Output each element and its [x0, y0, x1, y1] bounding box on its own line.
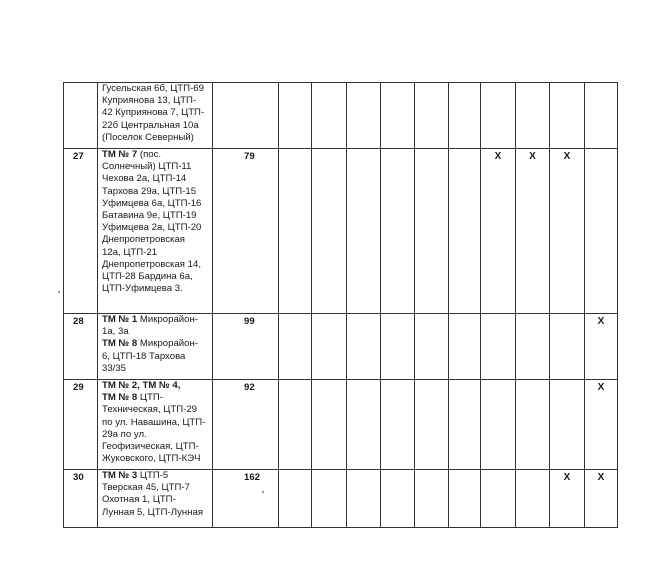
- empty-cell: [481, 314, 516, 380]
- address-text: 29а по ул.: [102, 428, 147, 440]
- row-number: [64, 83, 98, 149]
- description-line: [102, 259, 210, 271]
- empty-cell: [449, 470, 481, 528]
- description-line: [102, 83, 210, 95]
- description-line: [102, 338, 210, 350]
- network-label: ТМ № 7: [102, 149, 138, 160]
- address-text: ЦТП-: [137, 392, 163, 404]
- empty-cell: [312, 83, 347, 149]
- description-line: [102, 380, 210, 392]
- table-row: [64, 149, 618, 314]
- address-text: ЦТП-5: [137, 470, 169, 481]
- empty-cell: [279, 149, 312, 314]
- description-line: [102, 417, 210, 429]
- empty-cell: [415, 470, 449, 528]
- address-text: ЦТП-28 Бардина 6а,: [102, 271, 193, 283]
- table-row: [64, 380, 618, 470]
- network-label: ТМ № 1: [102, 314, 138, 325]
- row-description: [98, 470, 213, 528]
- address-text: Батавина 9е, ЦТП-19: [102, 210, 197, 222]
- table-row: [64, 83, 618, 149]
- description-line: [102, 132, 210, 144]
- address-text: Техническая, ЦТП-29: [102, 404, 198, 416]
- description-line: [102, 482, 210, 494]
- empty-cell: [312, 380, 347, 470]
- row-value: 162: [213, 470, 279, 528]
- address-text: Куприянова 13, ЦТП-: [102, 95, 197, 107]
- address-text: Тархова 29а, ЦТП-15: [102, 185, 197, 197]
- address-text: Лунная 5, ЦТП-Лунная: [102, 506, 204, 518]
- row-number: 28: [64, 314, 98, 380]
- description-line: [102, 107, 210, 119]
- x-mark-cell: X: [585, 470, 618, 528]
- address-text: по ул. Навашина, ЦТП-: [102, 416, 206, 428]
- description-line: [102, 186, 210, 198]
- address-text: Тверская 45, ЦТП-7: [102, 482, 190, 494]
- row-number: 29: [64, 380, 98, 470]
- address-text: Жуковского, ЦТП-КЭЧ: [102, 453, 201, 465]
- description-line: [102, 95, 210, 107]
- address-text: ЦТП-Уфимцева 3.: [102, 283, 183, 295]
- description-line: [102, 392, 210, 404]
- address-text: Микрорайон-: [137, 314, 198, 325]
- x-mark-cell: X: [481, 149, 516, 314]
- empty-cell: [415, 380, 449, 470]
- row-value: 99: [213, 314, 279, 380]
- empty-cell: [449, 149, 481, 314]
- empty-cell: [449, 380, 481, 470]
- table-row: [64, 470, 618, 528]
- network-label: ТМ № 8: [102, 338, 138, 350]
- description-line: [102, 120, 210, 132]
- x-mark-cell: X: [550, 470, 585, 528]
- empty-cell: [279, 83, 312, 149]
- empty-cell: [347, 314, 381, 380]
- empty-cell: [481, 83, 516, 149]
- description-line: [102, 507, 210, 519]
- empty-cell: [481, 380, 516, 470]
- description-line: [102, 222, 210, 234]
- description-line: [102, 149, 210, 161]
- empty-cell: [347, 149, 381, 314]
- row-description: [98, 314, 213, 380]
- empty-cell: [312, 149, 347, 314]
- scan-speck: [262, 491, 264, 493]
- empty-cell: [279, 470, 312, 528]
- description-line: [102, 429, 210, 441]
- x-mark-cell: X: [585, 380, 618, 470]
- empty-cell: [415, 83, 449, 149]
- row-value: [213, 83, 279, 149]
- empty-cell: [279, 380, 312, 470]
- description-line: [102, 314, 210, 326]
- x-mark-cell: X: [585, 314, 618, 380]
- description-line: [102, 363, 210, 375]
- description-line: [102, 351, 210, 363]
- empty-cell: [550, 83, 585, 149]
- description-line: [102, 326, 210, 338]
- table-body: [64, 83, 618, 528]
- empty-cell: [347, 470, 381, 528]
- empty-cell: [585, 83, 618, 149]
- empty-cell: [449, 314, 481, 380]
- network-label: ТМ № 8: [102, 392, 138, 404]
- description-line: [102, 283, 210, 295]
- x-mark-cell: X: [550, 149, 585, 314]
- empty-cell: [381, 380, 415, 470]
- address-text: Уфимцева 6а, ЦТП-16: [102, 197, 202, 209]
- address-text: 22б Центральная 10а: [102, 119, 199, 131]
- row-number: 27: [64, 149, 98, 314]
- address-text: Днепропетровская 14,: [102, 258, 202, 270]
- address-text: Чехова 2а, ЦТП-14: [102, 173, 187, 185]
- description-line: [102, 173, 210, 185]
- description-line: [102, 271, 210, 283]
- description-line: [102, 470, 210, 482]
- scan-speck: [58, 291, 60, 293]
- row-description: [98, 83, 213, 149]
- address-text: (пос.: [137, 149, 162, 160]
- address-text: Днепропетровская: [102, 234, 185, 246]
- empty-cell: [516, 470, 550, 528]
- address-text: 33/35: [102, 362, 127, 374]
- address-text: Уфимцева 2а, ЦТП-20: [102, 222, 202, 234]
- x-mark-cell: X: [516, 149, 550, 314]
- table-row: [64, 314, 618, 380]
- empty-cell: [347, 380, 381, 470]
- address-text: 12а, ЦТП-21: [102, 246, 158, 258]
- schedule-table: [63, 82, 618, 528]
- empty-cell: [550, 380, 585, 470]
- address-text: Геофизическая, ЦТП-: [102, 441, 199, 453]
- description-line: [102, 404, 210, 416]
- address-text: (Поселок Северный): [102, 131, 194, 143]
- row-description: [98, 149, 213, 314]
- address-text: Микрорайон-: [137, 338, 198, 350]
- row-value: 79: [213, 149, 279, 314]
- description-line: [102, 247, 210, 259]
- empty-cell: [415, 149, 449, 314]
- empty-cell: [481, 470, 516, 528]
- description-line: [102, 453, 210, 465]
- empty-cell: [381, 149, 415, 314]
- network-label: ТМ № 2, ТМ № 4,: [102, 380, 181, 391]
- empty-cell: [347, 83, 381, 149]
- empty-cell: [381, 314, 415, 380]
- description-line: [102, 210, 210, 222]
- description-line: [102, 494, 210, 506]
- empty-cell: [585, 149, 618, 314]
- address-text: Солнечный) ЦТП-11: [102, 161, 192, 173]
- empty-cell: [415, 314, 449, 380]
- empty-cell: [516, 83, 550, 149]
- empty-cell: [550, 314, 585, 380]
- address-text: 6, ЦТП-18 Тархова: [102, 350, 186, 362]
- empty-cell: [516, 314, 550, 380]
- empty-cell: [381, 83, 415, 149]
- empty-cell: [312, 314, 347, 380]
- row-value: 92: [213, 380, 279, 470]
- empty-cell: [381, 470, 415, 528]
- empty-cell: [279, 314, 312, 380]
- empty-cell: [449, 83, 481, 149]
- address-text: 1а, 3а: [102, 326, 129, 338]
- row-number: 30: [64, 470, 98, 528]
- description-line: [102, 161, 210, 173]
- description-line: [102, 234, 210, 246]
- row-description: [98, 380, 213, 470]
- description-line: [102, 198, 210, 210]
- address-text: Охотная 1, ЦТП-: [102, 494, 176, 506]
- empty-cell: [516, 380, 550, 470]
- address-text: Гусельская 6б, ЦТП-69: [102, 83, 204, 94]
- address-text: 42 Куприянова 7, ЦТП-: [102, 107, 205, 119]
- network-label: ТМ № 3: [102, 470, 138, 481]
- description-line: [102, 441, 210, 453]
- empty-cell: [312, 470, 347, 528]
